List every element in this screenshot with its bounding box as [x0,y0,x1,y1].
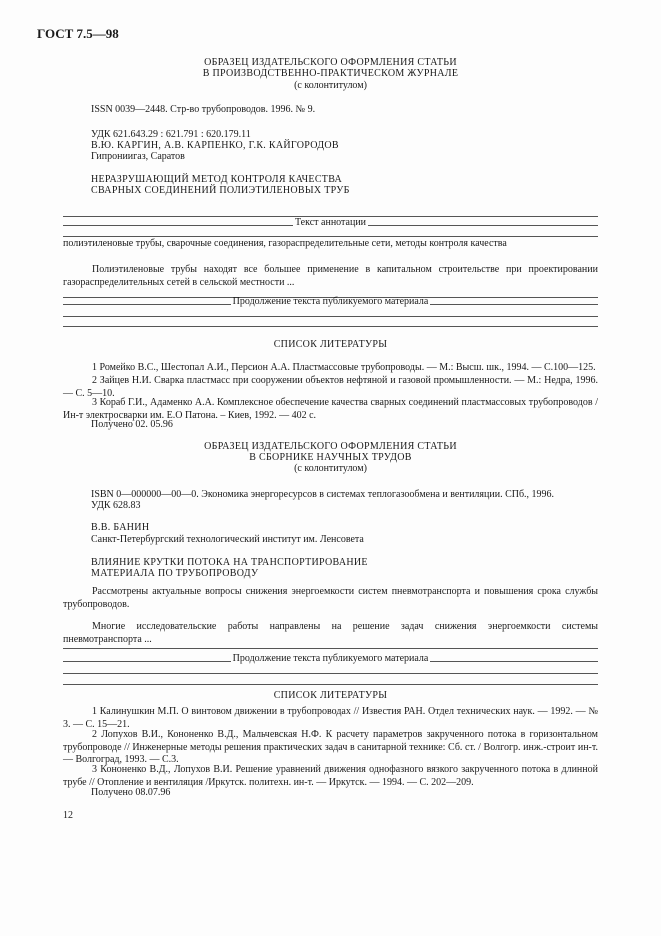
placeholder-line [63,684,598,685]
sample2-title-line-1: ОБРАЗЕЦ ИЗДАТЕЛЬСКОГО ОФОРМЛЕНИЯ СТАТЬИ [204,441,457,452]
sample1-subtitle: (с колонтитулом) [294,80,367,91]
sample2-reference-2: 2 Лопухов В.И., Кононенко В.Д., Мальчевская Н.Ф. К расчету параметров закрученного потока в горизонтальном трубопроводе // Инженерные методы решения практических задач в санитарной технике: Сб. ст. / Волгогр. инж.-строит ин-т. — Волгоград, 1993. — С.3. [63,729,598,765]
sample2-reference-1: 1 Калинушкин М.П. О винтовом движении в трубопроводах // Известия РАН. Отдел технических наук. — 1992. — № 3. — С. 15—21. [63,706,598,730]
placeholder-line [63,648,598,649]
sample1-body-text: Полиэтиленовые трубы находят все большее применение в капитальном строительстве при проектировании газораспределительных сетей в сельской местности ... [63,264,598,288]
placeholder-line [63,326,598,327]
sample1-reference-3: 3 Кораб Г.И., Адаменко А.А. Комплексное обеспечение качества сварных соединений пластмассовых трубопроводов / Ин-т электросварки им. Е.О Патона. – Киев, 1992. — 402 с. [63,397,598,421]
sample2-references-heading: СПИСОК ЛИТЕРАТУРЫ [273,690,388,701]
annotation-label: Текст аннотации [294,216,367,228]
sample1-authors: В.Ю. КАРГИН, А.В. КАРПЕНКО, Г.К. КАЙГОРОДОВ [91,140,339,151]
continuation-placeholder-row [63,295,598,308]
sample1-keywords: полиэтиленовые трубы, сварочные соединения, газораспределительные сети, методы контроля качества [63,238,507,249]
sample1-udc: УДК 621.643.29 : 621.791 : 620.179.11 [91,129,251,140]
sample2-article-title-line-2: МАТЕРИАЛА ПО ТРУБОПРОВОДУ [91,568,259,579]
sample2-body-text: Многие исследовательские работы направлены на решение задач снижения энергоемкости системы пневмотранспорта ... [63,621,598,645]
sample1-reference-1: 1 Ромейко В.С., Шестопал А.И., Персион А.А. Пластмассовые трубопроводы. — М.: Высш. шк., 1994. — С.100—125. [92,362,596,373]
sample1-issn: ISSN 0039—2448. Стр-во трубопроводов. 1996. № 9. [91,104,316,115]
standard-header: ГОСТ 7.5—98 [37,26,119,41]
continuation-label: Продолжение текста публикуемого материала [232,295,429,307]
continuation-placeholder-row-2 [63,652,598,665]
sample2-affiliation: Санкт-Петербургский технологический институт им. Ленсовета [91,534,364,545]
annotation-placeholder-row [63,216,598,229]
page-number: 12 [63,810,73,821]
placeholder-line [63,673,598,674]
sample1-affiliation: Гипрониигаз, Саратов [91,151,185,162]
placeholder-line [63,236,598,237]
sample2-udc: УДК 628.83 [91,500,141,511]
sample1-received: Получено 02. 05.96 [91,419,173,430]
sample1-title-line-2: В ПРОИЗВОДСТВЕННО-ПРАКТИЧЕСКОМ ЖУРНАЛЕ [202,68,459,79]
continuation-label-2: Продолжение текста публикуемого материала [232,652,429,664]
sample1-reference-2: 2 Зайцев Н.И. Сварка пластмасс при сооружении объектов нефтяной и газовой промышленности. — М.: Недра, 1996. — С. 5—10. [63,375,598,399]
sample2-abstract: Рассмотрены актуальные вопросы снижения энергоемкости систем пневмотранспорта и повышения срока службы трубопроводов. [63,586,598,610]
placeholder-line [63,316,598,317]
sample2-article-title-line-1: ВЛИЯНИЕ КРУТКИ ПОТОКА НА ТРАНСПОРТИРОВАНИЕ [91,557,368,568]
sample1-article-title-line-1: НЕРАЗРУШАЮЩИЙ МЕТОД КОНТРОЛЯ КАЧЕСТВА [91,174,343,185]
sample2-author: В.В. БАНИН [91,522,150,533]
sample2-received: Получено 08.07.96 [91,787,171,798]
sample2-isbn: ISBN 0—000000—00—0. Экономика энергоресурсов в системах теплогазообмена и вентиляции. СПб., 1996. [91,489,555,500]
sample1-article-title-line-2: СВАРНЫХ СОЕДИНЕНИЙ ПОЛИЭТИЛЕНОВЫХ ТРУБ [91,185,350,196]
sample1-references-heading: СПИСОК ЛИТЕРАТУРЫ [273,339,388,350]
sample1-title-line-1: ОБРАЗЕЦ ИЗДАТЕЛЬСКОГО ОФОРМЛЕНИЯ СТАТЬИ [204,57,457,68]
sample2-title-line-2: В СБОРНИКЕ НАУЧНЫХ ТРУДОВ [249,452,412,463]
sample2-reference-3: 3 Кононенко В.Д., Лопухов В.И. Решение уравнений движения однофазного вязкого закрученного потока в длинной трубе // Отопление и вентиляция /Иркутск. политехн. ин-т. — Иркутск. — 1994. — С. 202—209. [63,764,598,788]
sample2-subtitle: (с колонтитулом) [294,463,367,474]
